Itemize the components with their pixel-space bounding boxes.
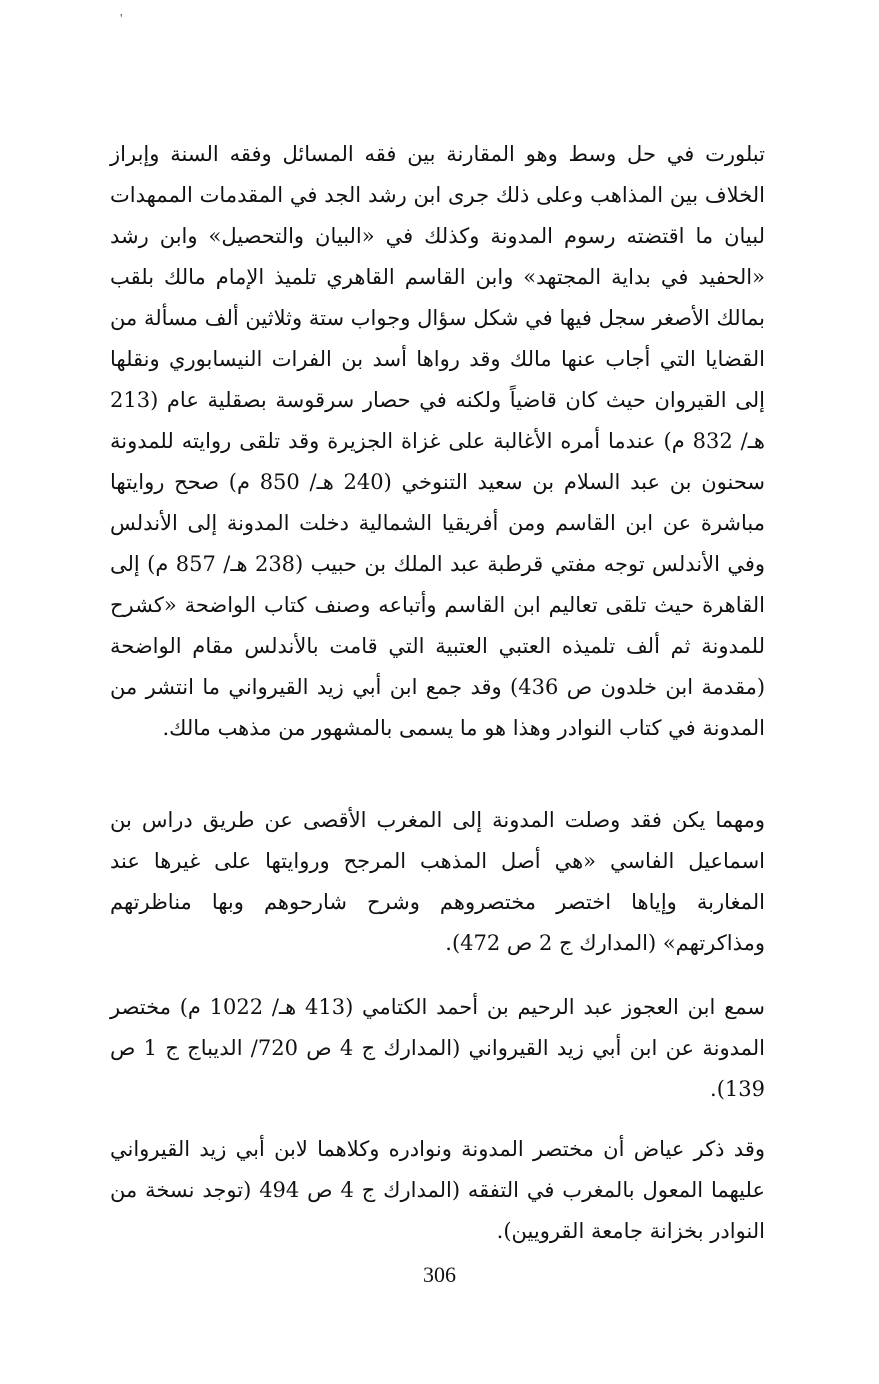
paragraph-1: تبلورت في حل وسط وهو المقارنة بين فقه المسائل وفقه السنة وإبراز الخلاف بين المذاهب وعلى ذلك جرى ابن رشد الجد في المقدمات الممهدات لبيان ما اقتضته رسوم المدونة وكذلك في «البيان والتحصيل» وابن رشد «الحفيد في بداية المجتهد» وابن القاسم القاهري تلميذ الإمام مالك بلقب بمالك الأصغر سجل فيها في شكل سؤال وجواب ستة وثلاثين ألف مسألة من القضايا التي أجاب عنها مالك وقد رواها أسد بن الفرات النيسابوري ونقلها إلى القيروان حيث كان قاضياً ولكنه في حصار سرقوسة بصقلية عام (213 هـ/ 832 م) عندما أمره الأغالبة على غزاة الجزيرة وقد تلقى روايته للمدونة سحنون بن عبد السلام بن سعيد التنوخي (240 هـ/ 850 م) صحح روايتها مباشرة عن ابن القاسم ومن أفريقيا الشمالية دخلت المدونة إلى الأندلس وفي الأندلس توجه مفتي قرطبة عبد الملك بن حبيب (238 هـ/ 857 م) إلى القاهرة حيث تلقى تعاليم ابن القاسم وأتباعه وصنف كتاب الواضحة «كشرح للمدونة ثم ألف تلميذه العتبي العتبية التي قامت بالأندلس مقام الواضحة (مقدمة ابن خلدون ص 436) وقد جمع ابن أبي زيد القيرواني ما انتشر من المدونة في كتاب النوادر وهذا هو ما يسمى بالمشهور من مذهب مالك. (110, 142, 766, 740)
paragraph-2: ومهما يكن فقد وصلت المدونة إلى المغرب الأقصى عن طريق دراس بن اسماعيل الفاسي «هي أصل المذهب المرجح وروايتها على غيرها عند المغاربة وإياها اختصر مختصروهم وشرح شارحوهم وبها مناظرتهم ومذاكرتهم» (المدارك ج 2 ص 472). (110, 808, 765, 955)
paragraph-4: وقد ذكر عياض أن مختصر المدونة ونوادره وكلاهما لابن أبي زيد القيرواني عليهما المعول بالمغرب في التفقه (المدارك ج 4 ص 494 (توجد نسخة من النوادر بخزانة جامعة القرويين). (110, 1137, 765, 1243)
page-number: 306 (423, 1262, 456, 1287)
corner-mark: ' (120, 12, 123, 27)
paragraph-3: سمع ابن العجوز عبد الرحيم بن أحمد الكتامي (413 هـ/ 1022 م) مختصر المدونة عن ابن أبي زيد القيرواني (المدارك ج 4 ص 720/ الديباج ج 1 ص 139). (110, 995, 766, 1101)
